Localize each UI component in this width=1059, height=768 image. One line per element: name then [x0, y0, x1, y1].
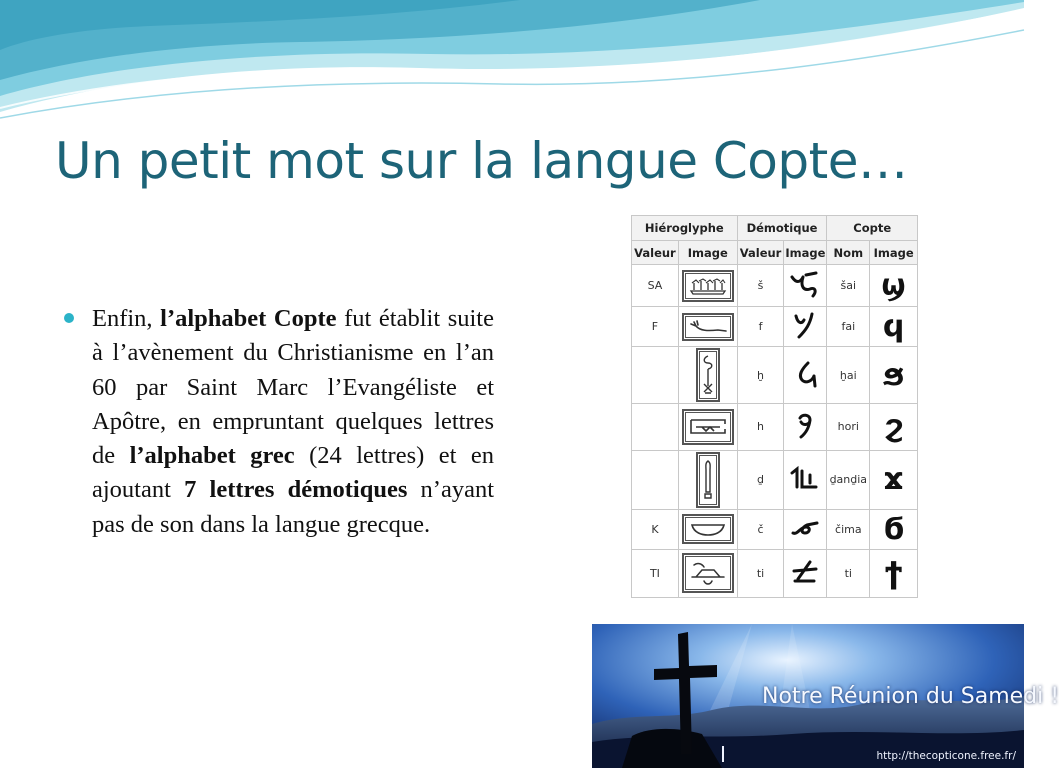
- hieroglyph-value: [632, 450, 679, 509]
- text-segment: Enfin,: [92, 305, 161, 332]
- coptic-name: ḫai: [827, 347, 870, 404]
- coptic-letter: ϭ: [882, 511, 905, 547]
- coptic-name: fai: [827, 307, 870, 347]
- coptic-name: ḏanḏia: [827, 450, 870, 509]
- column-header: Image: [678, 241, 737, 265]
- alphabet-table-figure: [631, 215, 918, 598]
- demotic-value: č: [737, 509, 784, 549]
- text-segment: n’ayant pas de son dans la langue grecque.: [92, 476, 495, 538]
- demotic-value: š: [737, 265, 784, 307]
- table-row: [632, 265, 918, 307]
- demotic-value: f: [737, 307, 784, 347]
- demotic-hori-glyph-icon: [791, 410, 819, 440]
- coptic-letter: ϩ: [883, 409, 904, 445]
- coptic-letter: ϥ: [882, 309, 905, 345]
- hieroglyph-horned-viper-icon: [682, 313, 734, 341]
- bullet-dot-icon: [64, 313, 74, 323]
- demotic-khai-glyph-icon: [790, 359, 820, 389]
- coptic-letter: ϯ: [884, 555, 903, 591]
- table-row: [632, 509, 918, 549]
- hieroglyph-cobra-pillar-icon: [696, 452, 720, 508]
- table-row: [632, 347, 918, 404]
- bullet-paragraph: [64, 302, 494, 542]
- group-header-hieroglyph: Hiéroglyphe: [632, 216, 738, 241]
- table-row: [632, 404, 918, 450]
- hieroglyph-hand-loaf-icon: [682, 553, 734, 593]
- column-header: Valeur: [737, 241, 784, 265]
- coptic-letter: ϧ: [882, 357, 905, 393]
- table-row: [632, 307, 918, 347]
- decorative-waves: [0, 0, 1024, 120]
- coptic-name: ti: [827, 549, 870, 597]
- banner-text: Notre Réunion du Samedi !: [762, 684, 1059, 709]
- demotic-ti-glyph-icon: [790, 557, 820, 587]
- hieroglyph-value: TI: [632, 549, 679, 597]
- demotic-tshima-glyph-icon: [788, 513, 822, 543]
- hieroglyph-value: [632, 404, 679, 450]
- column-header: Valeur: [632, 241, 679, 265]
- hieroglyph-twisted-wick-icon: [696, 348, 720, 402]
- coptic-name: hori: [827, 404, 870, 450]
- demotic-value: h: [737, 404, 784, 450]
- demotic-value: ḫ: [737, 347, 784, 404]
- slide-title: Un petit mot sur la langue Copte…: [55, 132, 908, 190]
- group-header-demotic: Démotique: [737, 216, 827, 241]
- column-header: Image: [870, 241, 918, 265]
- table-row: [632, 549, 918, 597]
- demotic-djandja-glyph-icon: [788, 463, 822, 493]
- bold-greek-alphabet: l’alphabet grec: [129, 442, 295, 470]
- table-row: [632, 450, 918, 509]
- demotic-fai-glyph-icon: [790, 310, 820, 340]
- hieroglyph-basket-icon: [682, 514, 734, 544]
- column-header: Image: [784, 241, 827, 265]
- hieroglyph-sa-icon: [682, 270, 734, 302]
- demotic-value: ḏ: [737, 450, 784, 509]
- hieroglyph-value: SA: [632, 265, 679, 307]
- hieroglyph-courtyard-icon: [682, 409, 734, 445]
- bold-coptic-alphabet: l’alphabet Copte: [160, 305, 337, 332]
- text-segment: (24 lettres) et en ajoutant: [92, 442, 494, 504]
- demotic-shai-glyph-icon: [788, 269, 822, 299]
- group-header-coptic: Copte: [827, 216, 918, 241]
- paragraph-text: [92, 302, 494, 542]
- coptic-letter: ϣ: [881, 268, 907, 304]
- bold-demotic-letters: 7 lettres démotiques: [184, 476, 408, 504]
- text-segment: fut établit suite à l’avènement du Christianisme en l’an 60 par Saint Marc l’Evangéliste et Apôtre, en empruntant quelques lettres de: [92, 305, 494, 470]
- hieroglyph-value: K: [632, 509, 679, 549]
- alphabet-table: [631, 215, 918, 598]
- source-url: http://thecopticone.free.fr/: [876, 750, 1016, 762]
- coptic-name: šai: [827, 265, 870, 307]
- coptic-letter: ϫ: [883, 462, 904, 498]
- column-header: Nom: [827, 241, 870, 265]
- hieroglyph-value: F: [632, 307, 679, 347]
- coptic-name: čima: [827, 509, 870, 549]
- cross-sky-photo: [592, 624, 1059, 768]
- hieroglyph-value: [632, 347, 679, 404]
- demotic-value: ti: [737, 549, 784, 597]
